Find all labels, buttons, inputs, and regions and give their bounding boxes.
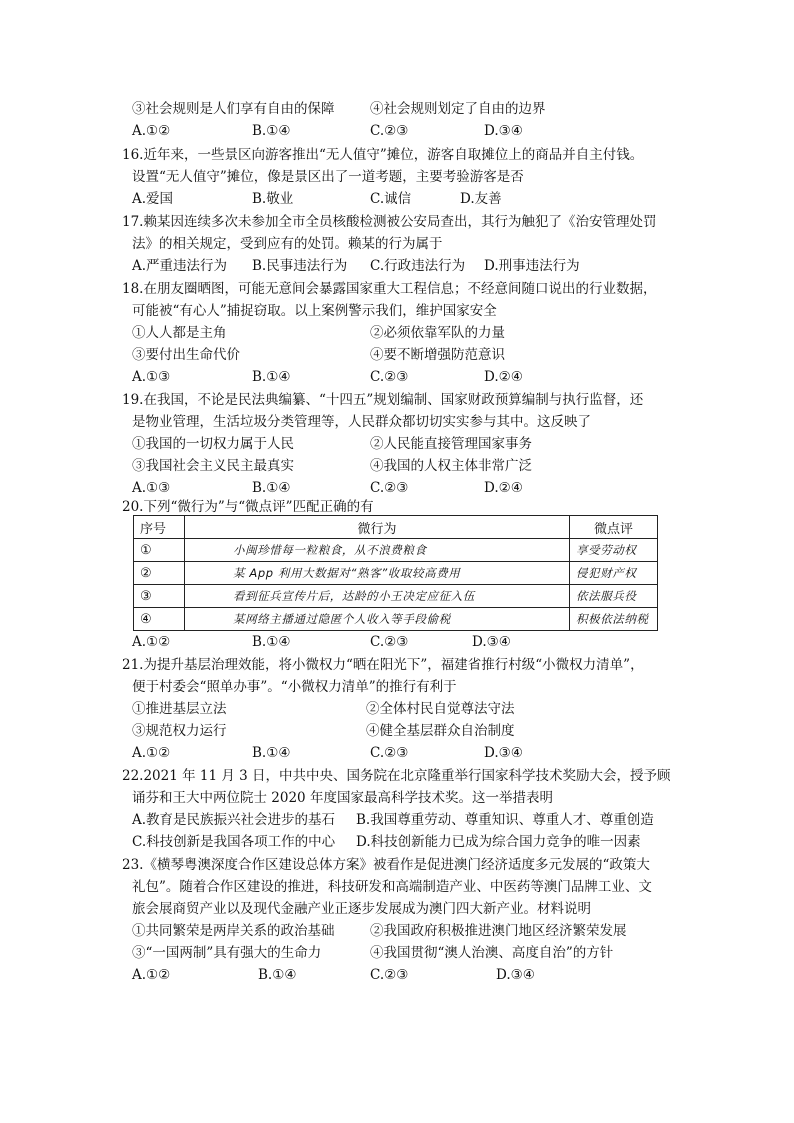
table-cell-comment: 享受劳动权 — [570, 539, 658, 562]
statement-2: ②人民能直接管理国家事务 — [370, 436, 532, 452]
option-c: C.②③ — [370, 123, 409, 139]
option-b: B.①④ — [252, 634, 291, 650]
behavior-table — [133, 515, 658, 631]
statement-4: ④要不断增强防范意识 — [370, 347, 505, 363]
option-d: D.③④ — [484, 123, 523, 139]
statement-4: ④我国贯彻“澳人治澳、高度自治”的方针 — [370, 945, 614, 961]
option-c: C.②③ — [370, 369, 409, 385]
statement-3: ③要付出生命代价 — [132, 347, 240, 363]
option-d: D.②④ — [484, 369, 523, 385]
option-a: A.①② — [132, 634, 171, 650]
question-22-line-1: 22.2021 年 11 月 3 日，中共中央、国务院在北京隆重举行国家科学技术奖励大会，授予顾 — [122, 768, 671, 784]
table-row — [134, 585, 658, 608]
table-cell-comment: 积极依法纳税 — [570, 608, 658, 631]
option-c: C.行政违法行为 — [370, 258, 466, 274]
option-b: B.①④ — [252, 480, 291, 496]
option-d: D.科技创新能力已成为综合国力竞争的唯一因素 — [356, 834, 641, 850]
question-18-line-2: 可能被“有心人”捕捉窃取。以上案例警示我们，维护国家安全 — [132, 303, 497, 319]
option-a: A.爱国 — [132, 191, 174, 207]
option-b: B.①④ — [252, 369, 291, 385]
option-c: C.②③ — [370, 480, 409, 496]
table-row — [134, 562, 658, 585]
table-cell-behavior: 看到征兵宣传片后，达龄的小王决定应征入伍 — [185, 585, 570, 608]
table-cell-comment: 依法服兵役 — [570, 585, 658, 608]
question-17-line-1: 17.赖某因连续多次未参加全市全员核酸检测被公安局查出，其行为触犯了《治安管理处罚 — [122, 214, 657, 230]
option-d: D.③④ — [472, 634, 511, 650]
statement-3: ③我国社会主义民主最真实 — [132, 458, 294, 474]
option-c: C.科技创新是我国各项工作的中心 — [132, 834, 336, 850]
table-header-comment: 微点评 — [570, 516, 658, 539]
option-d: D.②④ — [484, 480, 523, 496]
statement-1: ①推进基层立法 — [132, 701, 227, 717]
statement-2: ②必须依靠军队的力量 — [370, 325, 505, 341]
question-20-line-1: 20.下列“微行为”与“微点评”匹配正确的有 — [122, 499, 374, 515]
question-23-line-1: 23.《横琴粤澳深度合作区建设总体方案》被看作是促进澳门经济适度多元发展的“政策大 — [122, 857, 650, 873]
question-23-line-2: 礼包”。随着合作区建设的推进，科技研发和高端制造产业、中医药等澳门品牌工业、文 — [132, 879, 652, 895]
table-cell-behavior: 小闽珍惜每一粒粮食，从不浪费粮食 — [185, 539, 570, 562]
table-cell-behavior: 某 App 利用大数据对“熟客”收取较高费用 — [185, 562, 570, 585]
statement-2: ②全体村民自觉尊法守法 — [366, 701, 515, 717]
table-cell-index: ④ — [134, 608, 185, 631]
table-cell-index: ③ — [134, 585, 185, 608]
statement-3: ③规范权力运行 — [132, 723, 227, 739]
question-17-line-2: 法》的相关规定，受到应有的处罚。赖某的行为属于 — [132, 236, 443, 252]
option-b: B.我国尊重劳动、尊重知识、尊重人才、尊重创造 — [356, 812, 654, 828]
question-18-line-1: 18.在朋友圈晒图，可能无意间会暴露国家重大工程信息；不经意间随口说出的行业数据， — [122, 281, 657, 297]
question-22-line-2: 诵芬和王大中两位院士 2020 年度国家最高科学技术奖。这一举措表明 — [132, 790, 553, 806]
table-cell-index: ② — [134, 562, 185, 585]
option-d: D.③④ — [496, 967, 535, 983]
table-header-row — [134, 516, 658, 539]
option-b: B.①④ — [252, 123, 291, 139]
statement-4: ④我国的人权主体非常广泛 — [370, 458, 532, 474]
statement-1: ①共同繁荣是两岸关系的政治基础 — [132, 923, 335, 939]
question-21-line-2: 便于村委会“照单办事”。“小微权力清单”的推行有利于 — [132, 679, 457, 695]
option-b: B.①④ — [252, 745, 291, 761]
statement-4: ④健全基层群众自治制度 — [366, 723, 515, 739]
question-16-line-2: 设置“无人值守”摊位，像是景区出了一道考题，主要考验游客是否 — [132, 169, 524, 185]
question-16-line-1: 16.近年来，一些景区向游客推出“无人值守”摊位，游客自取摊位上的商品并自主付钱。 — [122, 147, 644, 163]
option-c: C.诚信 — [370, 191, 412, 207]
option-a: A.①② — [132, 123, 171, 139]
statement-1: ①我国的一切权力属于人民 — [132, 436, 294, 452]
statement-2: ②我国政府积极推进澳门地区经济繁荣发展 — [370, 923, 627, 939]
option-b: B.①④ — [258, 967, 297, 983]
option-a: A.①③ — [132, 369, 171, 385]
option-b: B.敬业 — [252, 191, 294, 207]
statement-4: ④社会规则划定了自由的边界 — [370, 101, 546, 117]
option-c: C.②③ — [370, 634, 409, 650]
table-header-behavior: 微行为 — [185, 516, 570, 539]
option-d: D.③④ — [484, 745, 523, 761]
statement-3: ③社会规则是人们享有自由的保障 — [132, 101, 335, 117]
table-row — [134, 608, 658, 631]
option-c: C.②③ — [370, 745, 409, 761]
table-cell-comment: 侵犯财产权 — [570, 562, 658, 585]
table-header-index: 序号 — [134, 516, 185, 539]
question-23-line-3: 旅会展商贸产业以及现代金融产业正逐步发展成为澳门四大新产业。材料说明 — [132, 901, 591, 917]
option-c: C.②③ — [370, 967, 409, 983]
option-d: D.刑事违法行为 — [484, 258, 580, 274]
question-21-line-1: 21.为提升基层治理效能，将小微权力“晒在阳光下”，福建省推行村级“小微权力清单”， — [122, 657, 644, 673]
statement-3: ③“一国两制”具有强大的生命力 — [132, 945, 322, 961]
option-a: A.①③ — [132, 480, 171, 496]
question-19-line-2: 是物业管理，生活垃圾分类管理等，人民群众都切切实实参与其中。这反映了 — [132, 414, 591, 430]
table-cell-behavior: 某网络主播通过隐匿个人收入等手段偷税 — [185, 608, 570, 631]
table-cell-index: ① — [134, 539, 185, 562]
option-d: D.友善 — [460, 191, 502, 207]
option-a: A.教育是民族振兴社会进步的基石 — [132, 812, 336, 828]
option-a: A.①② — [132, 967, 171, 983]
statement-1: ①人人都是主角 — [132, 325, 227, 341]
table-row — [134, 539, 658, 562]
option-a: A.①② — [132, 745, 171, 761]
option-a: A.严重违法行为 — [132, 258, 228, 274]
option-b: B.民事违法行为 — [252, 258, 348, 274]
question-19-line-1: 19.在我国，不论是民法典编纂、“十四五”规划编制、国家财政预算编制与执行监督，还 — [122, 392, 644, 408]
